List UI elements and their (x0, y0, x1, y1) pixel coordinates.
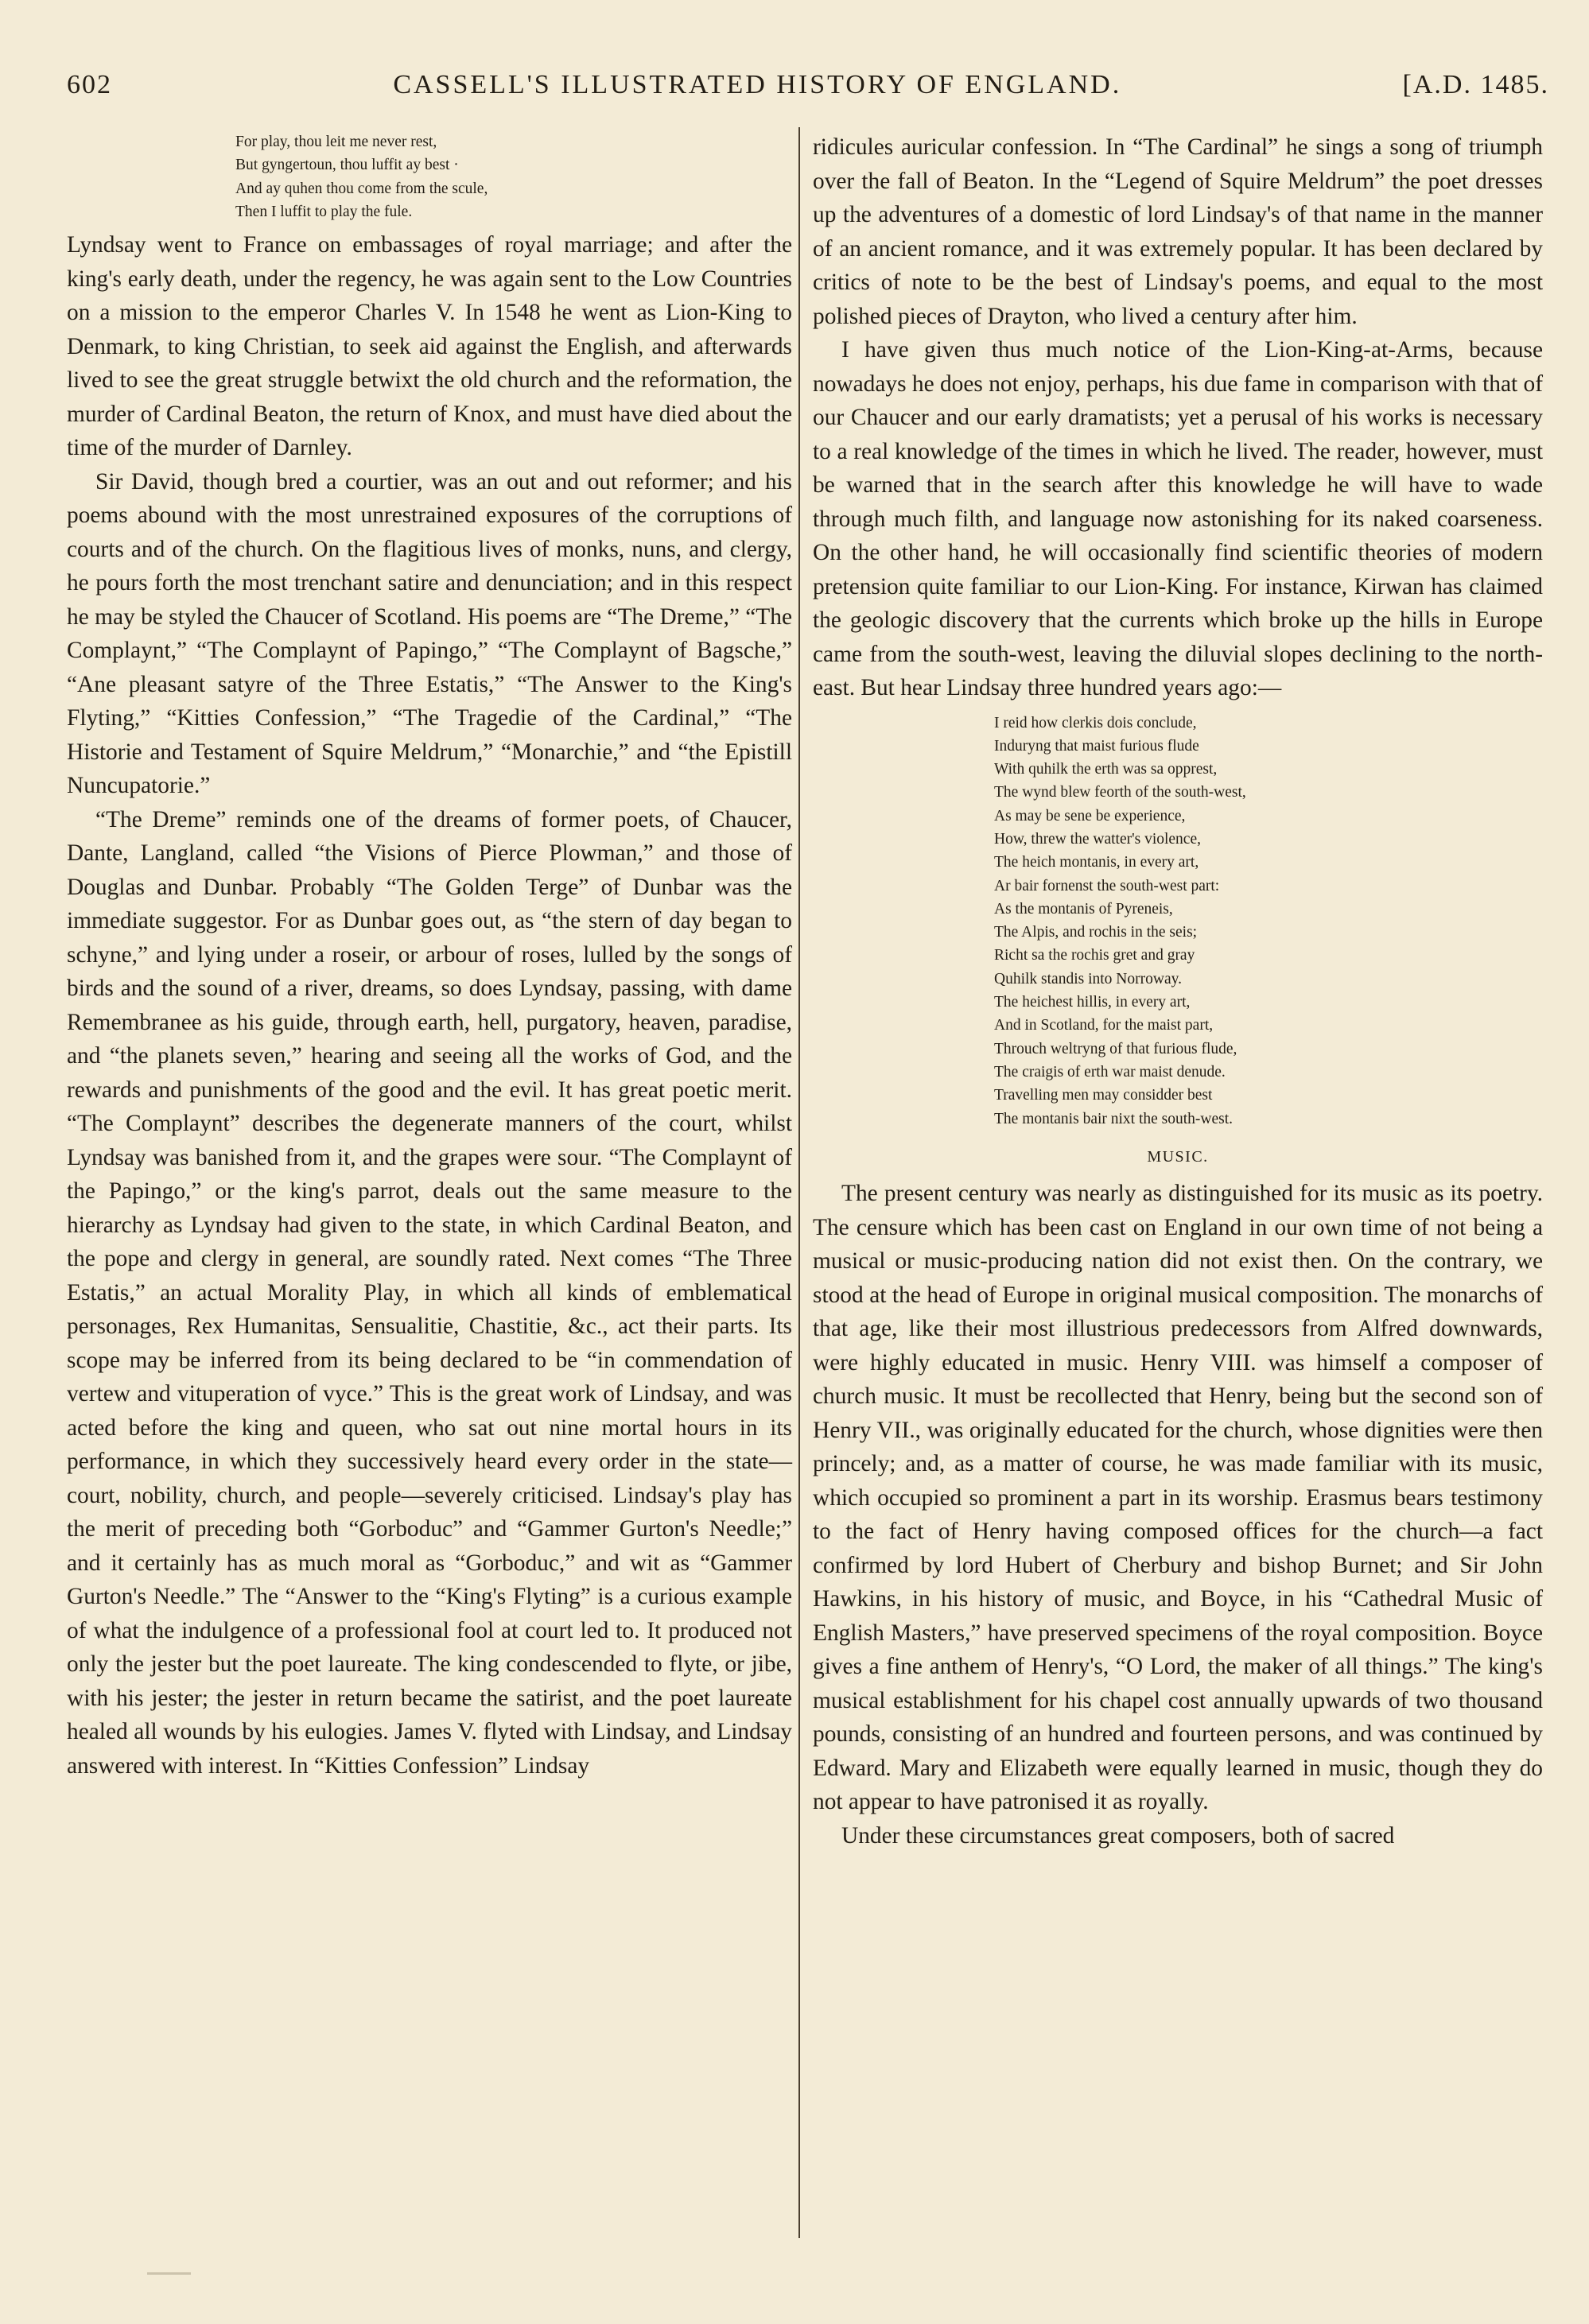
paragraph: “The Dreme” reminds one of the dreams of former poets, of Chaucer, Dante, Langland, called “the Visions of Pierce Plowman,” and those of Douglas and Dunbar. Probably “The Golden Terge” of Dunbar was the immediate suggestor. For as Dunbar goes out, as “the stern of day began to schyne,” and lying under a roseir, or arbour of roses, lulled by the songs of birds and the sound of a river, dreams, so does Lyndsay, passing, with dame Remembranee as his guide, through earth, hell, purgatory, heaven, paradise, and “the planets seven,” hearing and seeing all the works of God, and the rewards and punishments of the good and the evil. It has great poetic merit. “The Complaynt” describes the degenerate manners of the court, whilst Lyndsay was banished from it, and the grapes were sour. “The Complaynt of the Papingo,” or the king's parrot, deals out the same measure to the hierarchy as Lyndsay had given to the state, in which Cardinal Beaton, and the pope and clergy in general, are soundly rated. Next comes “The Three Estatis,” an actual Morality Play, in which all kinds of emblematical personages, Rex Humanitas, Sensualitie, Chastitie, &c., act their parts. Its scope may be inferred from its being declared to be “in commendation of vertew and vituperation of vyce.” This is the great work of Lindsay, and was acted before the king and queen, who sat out nine mortal hours in its performance, in which they successively heard every order in the state—court, nobility, church, and people—severely criticised. Lindsay's play has the merit of preceding both “Gorboduc” and “Gammer Gurton's Needle;” and it certainly has as much moral as “Gorboduc,” and wit as “Gammer Gurton's Needle.” The “Answer to the “King's Flyting” is a curious example of what the indulgence of a professional fool at court led to. It produced not only the jester but the poet laureate. The king condescended to flyte, or jibe, with his jester; the jester in return became the satirist, and the poet laureate healed all wounds by his eulogies. James V. flyted with Lindsay, and Lindsay answered with interest. In “Kitties Confession” Lindsay (67, 806, 792, 1779)
paragraph: Sir David, though bred a courtier, was an out and out reformer; and his poems abound with the most unrestrained exposures of the corruptions of courts and of the church. On the flagitious lives of monks, nuns, and clergy, he pours forth the most trenchant satire and denunciation; and in this respect he may be styled the Chaucer of Scotland. His poems are “The Dreme,” “The Complaynt,” “The Complaynt of Papingo,” “The Complaynt of Bagsche,” “Ane pleasant satyre of the Three Estatis,” “The Answer to the King's Flyting,” “Kitties Confession,” “The Tragedie of the Cardinal,” “The Historie and Testament of Squire Meldrum,” “Monarchie,” and “the Epistill Nuncupatorie.” (67, 468, 792, 799)
verse-line: The wynd blew feorth of the south-west, (994, 784, 1246, 801)
verse-line: The heich montanis, in every art, (994, 854, 1199, 871)
lindsay-verse (994, 712, 1543, 1131)
verse-line: For play, thou leit me never rest, (235, 134, 437, 150)
verse-line: As may be sene be experience, (994, 807, 1186, 824)
paragraph: ridicules auricular confession. In “The Cardinal” he sings a song of triumph over the fall of Beaton. In the “Legend of Squire Meldrum” the poet dresses up the adventures of a domestic of lord Lindsay's of that name in the manner of an ancient romance, and it was extremely popular. It has been declared by critics of note to be the best of Lindsay's poems, and equal to the most polished pieces of Drayton, who lived a century after him. (813, 134, 1543, 329)
verse-line: Ar bair fornenst the south-west part: (994, 877, 1220, 894)
paragraph: Under these circumstances great composers, both of sacred (841, 1822, 1395, 1849)
verse-line: The craigis of erth war maist denude. (994, 1063, 1226, 1081)
section-heading: MUSIC. (1147, 1147, 1209, 1166)
verse-line: And in Scotland, for the maist part, (994, 1017, 1214, 1034)
verse-line: The heichest hillis, in every art, (994, 994, 1191, 1011)
verse-line: Then I luffit to play the fule. (235, 203, 413, 220)
verse-line: The montanis bair nixt the south-west. (994, 1110, 1234, 1127)
verse-line: Induryng that maist furious flude (994, 737, 1199, 755)
verse-line: Throuch weltryng of that furious flude, (994, 1040, 1237, 1057)
verse-line: Richt sa the rochis gret and gray (994, 947, 1195, 964)
paragraph: The present century was nearly as distinguished for its music as its poetry. The censure which has been cast on England in our own time of not being a musical or music-producing nation did not exist then. On the contrary, we stood at the head of Europe in original musical composition. The monarchs of that age, like their most illustrious predecessors from Alfred downwards, were highly educated in music. Henry VIII. was himself a composer of church music. It must be recollected that Henry, being but the second son of Henry VII., was originally educated for the church, whose dignities were then princely; and, as a matter of course, he was made familiar with its music, which occupied so prominent a part in its worship. Erasmus bears testimony to the fact of Henry having composed offices for the church—a fact confirmed by lord Hubert of Cherbury and bishop Burnet; and Sir John Hawkins, in his history of music, and Boyce, in his “Cathedral Music of English Masters,” have preserved specimens of the royal composition. Boyce gives a fine anthem of Henry's, “O Lord, the maker of all things.” The king's musical establishment for his chapel cost annually upwards of two thousand pounds, consisting of an hundred and fourteen persons, and was continued by Edward. Mary and Elizabeth were equally learned in music, though they do not appear to have patronised it as royally. (813, 1181, 1543, 1815)
print-smudge (147, 2272, 191, 2275)
verse-line: As the montanis of Pyreneis, (994, 900, 1173, 918)
opening-verse (235, 130, 792, 223)
verse-line: With quhilk the erth was sa opprest, (994, 761, 1218, 778)
right-column (813, 130, 1543, 1853)
verse-line: Travelling men may considder best (994, 1087, 1213, 1104)
verse-line: The Alpis, and rochis in the seis; (994, 924, 1198, 941)
verse-line: I reid how clerkis dois conclude, (994, 714, 1197, 731)
left-column (67, 130, 792, 1783)
page-number: 602 (67, 70, 112, 99)
verse-line: And ay quhen thou come from the scule, (235, 180, 488, 197)
column-divider (798, 127, 800, 2238)
verse-line: But gyngertoun, thou luffit ay best · (235, 157, 459, 174)
verse-line: How, threw the watter's violence, (994, 830, 1201, 848)
paragraph: Lyndsay went to France on embassages of royal marriage; and after the king's early death, under the regency, he was again sent to the Low Countries on a mission to the emperor Charles V. In 1548 he went as Lion-King to Denmark, to king Christian, to seek aid against the English, and afterwards lived to see the great struggle betwixt the old church and the reformation, the murder of Cardinal Beaton, the return of Knox, and must have died about the time of the murder of Darnley. (67, 232, 792, 461)
paragraph: I have given thus much notice of the Lion-King-at-Arms, because nowadays he does not enjoy, perhaps, his due fame in comparison with that of our Chaucer and our early dramatists; yet a perusal of his works is necessary to a real knowledge of the times in which he lived. The reader, however, must be warned that in the search after this knowledge he will have to wade through much filth, and language now astonishing for its naked coarseness. On the other hand, he will occasionally find scientific theories of modern pretension quite familiar to our Lion-King. For instance, Kirwan has claimed the geologic discovery that the currents which broke up the hills in Europe came from the south-west, leaving the diluvial slopes declining to the north-east. But hear Lindsay three hundred years ago:— (813, 337, 1543, 700)
verse-line: Quhilk standis into Norroway. (994, 970, 1182, 987)
date-marker: [A.D. 1485. (1402, 70, 1549, 99)
running-title: CASSELL'S ILLUSTRATED HISTORY OF ENGLAND. (393, 70, 1122, 99)
running-header (67, 70, 1549, 113)
